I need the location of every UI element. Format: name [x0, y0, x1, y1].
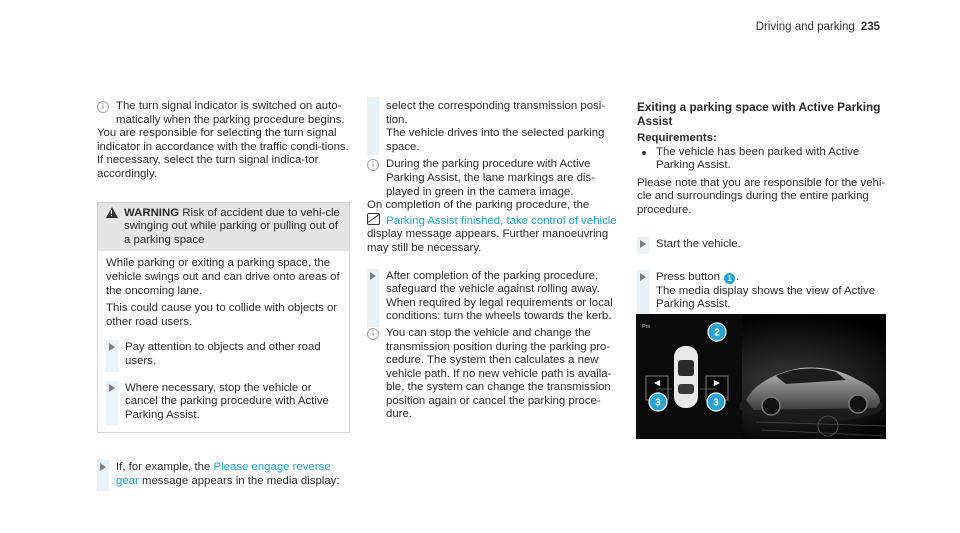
step: Where necessary, stop the vehicle or cancel the parking procedure with Active Parking Assist. [106, 382, 341, 423]
button-callout-badge: 1 [724, 273, 735, 284]
info-circle-icon: i [367, 328, 379, 340]
section-title: Driving and parking [755, 21, 855, 33]
step-arrow-icon [100, 463, 106, 471]
requirement-item: The vehicle has been parked with Active Parking Assist. [637, 146, 887, 173]
step-continuation: select the corresponding transmission posi-tion. The vehicle drives into the selected parking space. [367, 100, 619, 154]
info-circle-icon: i [97, 101, 109, 113]
svg-text:3: 3 [655, 397, 661, 409]
step: Start the vehicle. [637, 238, 887, 252]
warning-title: Risk of accident due to vehi-cle swinging out while parking or pulling out of a parking space [124, 206, 340, 246]
info-circle-icon: i [367, 159, 379, 171]
info-note: i You can stop the vehicle and change the transmission position during the parking pro-cedure. The system then calculates a new vehicle path. If no new vehicle path is availa-ble, the system can change the transmission position again or cancel the parking proce-dure. [367, 327, 619, 422]
warning-text: This could cause you to collide with objects or other road users. [106, 302, 338, 328]
warning-header [98, 203, 349, 252]
display-message: Please engage reverse gear [116, 461, 331, 487]
paragraph: You are responsible for selecting the turn signal indicator in accordance with the traffic condi-tions. If necessary, select the turn signal indica-tor accordingly. [97, 127, 349, 180]
car-top-view [674, 346, 698, 408]
warning-body [98, 251, 349, 432]
page-number: 235 [860, 21, 880, 33]
info-note: i During the parking procedure with Active Parking Assist, the lane markings are dis-played in green in the camera image. [367, 158, 619, 199]
media-display-image [636, 314, 886, 439]
parking-assist-car-icon [367, 213, 380, 225]
paragraph: On completion of the parking procedure, the Parking Assist finished, take control of vehicle display message appears. Further manoeuvring may still be necessary. [367, 199, 617, 254]
step-arrow-icon [640, 273, 646, 281]
requirements-label: Requirements: [637, 132, 717, 144]
step: Press button 1 . The media display shows the view of Active Parking Assist. [637, 271, 887, 312]
page-header [756, 21, 880, 35]
step: If, for example, the Please engage reverse gear message appears in the media display: [97, 461, 349, 488]
svg-text:3: 3 [713, 397, 719, 409]
paragraph: Please note that you are responsible for the vehi-cle and surroundings during the entire parking procedure. [637, 176, 886, 216]
display-message: Parking Assist finished, take control of vehicle [386, 214, 617, 227]
warning-triangle-icon: ! [106, 207, 118, 218]
step-arrow-icon [370, 272, 376, 280]
column-2 [367, 100, 619, 422]
warning-label: WARNING [124, 206, 180, 219]
step-arrow-icon [109, 343, 115, 351]
corner-label: Pıs [642, 324, 650, 330]
info-note: i The turn signal indicator is switched on auto-matically when the parking procedure begins. [97, 100, 349, 127]
warning-text: While parking or exiting a parking space, the vehicle swings out and can drive onto areas of the oncoming lane. [106, 257, 340, 297]
column-3 [637, 100, 887, 312]
step-arrow-icon [640, 240, 646, 248]
svg-text:2: 2 [714, 327, 720, 339]
step-arrow-icon [109, 384, 115, 392]
parking-assist-view [636, 314, 886, 439]
step: Pay attention to objects and other road users. [106, 341, 341, 368]
step: After completion of the parking procedure, safeguard the vehicle against rolling away. When required by legal requirements or local conditions: turn the wheels towards the kerb. [367, 270, 619, 324]
section-heading: Exiting a parking space with Active Parking Assist [637, 100, 881, 128]
column-1 [97, 100, 349, 488]
warning-box [97, 202, 350, 434]
